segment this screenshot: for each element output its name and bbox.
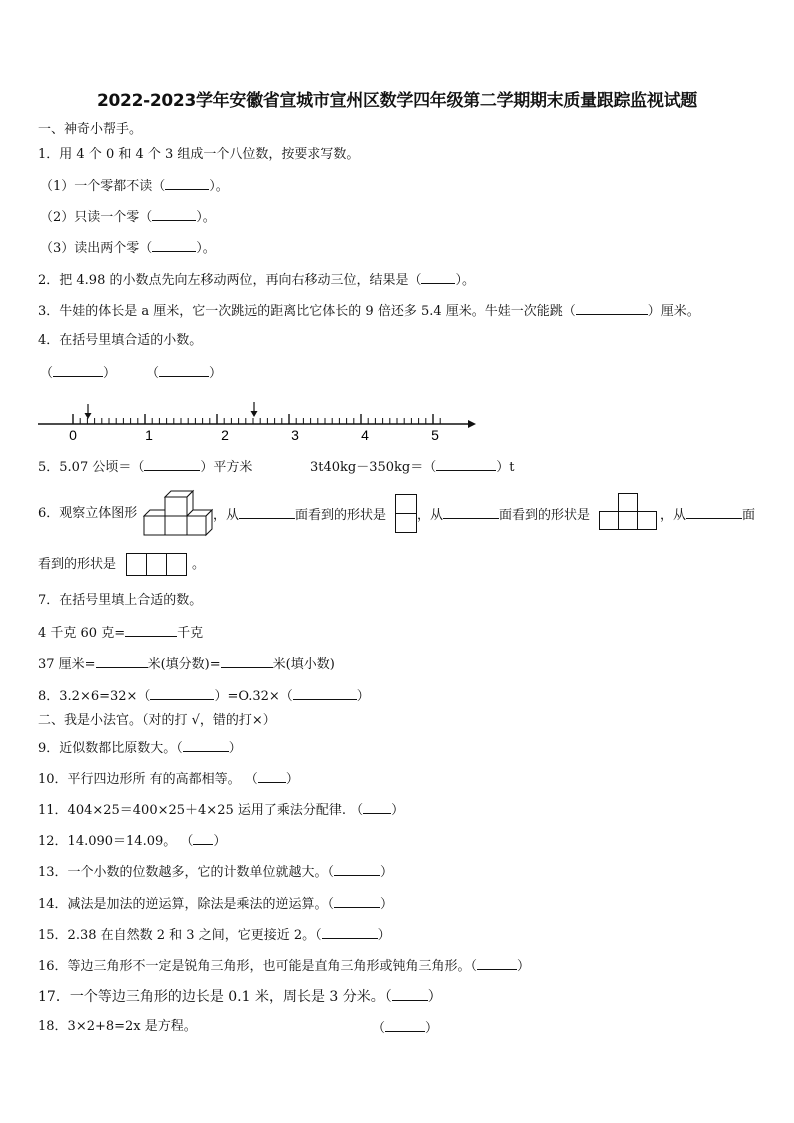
question-14-text: 14．减法是加法的逆运算，除法是乘法的逆运算。（: [38, 897, 335, 912]
question-12-text: 12．14.090＝14.09。 （: [38, 834, 194, 849]
answer-blank[interactable]: [150, 686, 214, 700]
question-14-end: ）: [380, 897, 394, 912]
answer-blank[interactable]: [125, 623, 177, 637]
question-5b-text: 3t40kg－350kg＝（: [310, 460, 437, 475]
page-title: 2022-2023学年安徽省宣城市宣州区数学四年级第二学期期末质量跟踪监视试题: [97, 91, 697, 111]
question-18-blank: [372, 1018, 438, 1038]
number-line: [38, 396, 478, 446]
paren-close: ）: [209, 366, 223, 381]
question-5a: [38, 457, 252, 477]
answer-blank[interactable]: [193, 831, 213, 845]
question-11-end: ）: [391, 803, 405, 818]
question-16-text: 16．等边三角形不一定是锐角三角形，也可能是直角三角形或钝角三角形。（: [38, 959, 478, 974]
answer-blank[interactable]: [392, 987, 428, 1001]
section-heading-1: 一、神奇小帮手。: [38, 122, 143, 137]
solid-figure-image: [143, 489, 213, 537]
paren-open: （: [146, 366, 160, 381]
question-1b-end: ）。: [196, 210, 216, 225]
question-1c-end: ）。: [196, 241, 216, 256]
question-10-end: ）: [285, 772, 299, 787]
arrow-marker-2: [251, 402, 258, 417]
question-17: [38, 987, 442, 1006]
question-6-end: 。: [192, 557, 206, 572]
q6-from-text: ，从: [213, 508, 240, 523]
question-8-mid: ）=O.32×（: [214, 689, 293, 704]
question-1b: [40, 207, 216, 227]
answer-blank[interactable]: [221, 654, 273, 668]
question-5b: [310, 457, 514, 477]
question-3-text: 3．牛娃的体长是 a 厘米，它一次跳远的距离比它体长的 9 倍还多 5.4 厘米。牛娃一次能跳（: [38, 304, 576, 319]
number-line-ticks: [73, 414, 440, 424]
answer-blank[interactable]: [152, 238, 196, 252]
view-shape-t-figure: [599, 493, 657, 531]
question-17-text: 17．一个等边三角形的边长是 0.1 米，周长是 3 分米。（: [38, 989, 392, 1005]
question-1a-end: ）。: [209, 179, 229, 194]
paren-open: （: [372, 1021, 386, 1036]
answer-blank[interactable]: [477, 956, 517, 970]
question-3: [38, 301, 700, 321]
tick-label: 2: [221, 427, 229, 443]
answer-blank[interactable]: [159, 363, 209, 377]
question-18: 18．3×2+8=2x 是方程。: [38, 1019, 197, 1034]
question-8-end: ）: [356, 689, 370, 704]
question-9-end: ）: [228, 741, 242, 756]
question-7b-mid: 米(填分数)=: [147, 657, 221, 672]
tick-label: 4: [361, 427, 369, 443]
answer-blank[interactable]: [686, 505, 742, 519]
question-4-blank-1: [40, 363, 116, 383]
answer-blank[interactable]: [96, 654, 148, 668]
answer-blank[interactable]: [258, 769, 286, 783]
question-9: [38, 738, 242, 758]
answer-blank[interactable]: [152, 207, 196, 221]
question-13-end: ）: [380, 865, 394, 880]
question-11-text: 11．404×25＝400×25＋4×25 运用了乘法分配律. （: [38, 803, 364, 818]
answer-blank[interactable]: [443, 505, 499, 519]
question-7a: [38, 623, 203, 643]
question-16-end: ）: [517, 959, 531, 974]
answer-blank[interactable]: [239, 505, 295, 519]
view-shape-vertical-two: [395, 494, 417, 534]
answer-blank[interactable]: [183, 738, 229, 752]
question-1c-text: （3）读出两个零（: [40, 241, 153, 256]
question-10: [38, 769, 299, 789]
question-1c: [40, 238, 216, 258]
question-7a-end: 千克: [177, 626, 204, 641]
section-heading-2: 二、我是小法官。（对的打 √，错的打×）: [38, 713, 276, 728]
q6-from-text: ，从: [660, 508, 687, 523]
answer-blank[interactable]: [421, 270, 455, 284]
question-5a-text: 5．5.07 公顷＝（: [38, 460, 145, 475]
question-4: 4．在括号里填合适的小数。: [38, 333, 203, 348]
question-1: 1．用 4 个 0 和 4 个 3 组成一个八位数，按要求写数。: [38, 147, 360, 162]
answer-blank[interactable]: [322, 925, 378, 939]
q6-see-text: 面看到的形状是: [499, 508, 591, 523]
question-5a-end: ）平方米: [200, 460, 253, 475]
question-8-text: 8．3.2×6=32×（: [38, 689, 151, 704]
arrow-marker-1: [85, 404, 92, 419]
answer-blank[interactable]: [334, 894, 380, 908]
question-3-end: ）厘米。: [647, 304, 700, 319]
q6-from-text: ，从: [417, 508, 444, 523]
tick-label: 3: [291, 427, 299, 443]
question-7b-text: 37 厘米=: [38, 657, 96, 672]
answer-blank[interactable]: [436, 457, 496, 471]
question-6-part-2: [417, 505, 590, 525]
question-15: [38, 925, 391, 945]
question-1a-text: （1）一个零都不读（: [40, 179, 166, 194]
question-6-line-2: 看到的形状是: [38, 557, 117, 572]
question-7a-text: 4 千克 60 克=: [38, 626, 126, 641]
answer-blank[interactable]: [363, 800, 391, 814]
number-line-arrowhead: [468, 420, 476, 428]
question-4-blank-2: [146, 363, 222, 383]
tick-label: 0: [69, 427, 77, 443]
paren-close: ）: [103, 366, 117, 381]
answer-blank[interactable]: [576, 301, 648, 315]
question-5b-end: ）t: [496, 460, 515, 475]
question-16: [38, 956, 530, 976]
view-shape-horizontal-three: [126, 553, 188, 577]
answer-blank[interactable]: [334, 862, 380, 876]
question-2-end: ）。: [455, 273, 475, 288]
tick-label: 5: [431, 427, 439, 443]
question-7b: [38, 654, 335, 674]
question-13: [38, 862, 393, 882]
question-6-text: 6．观察立体图形: [38, 506, 138, 521]
paren-close: ）: [425, 1021, 439, 1036]
question-1b-text: （2）只读一个零（: [40, 210, 153, 225]
answer-blank[interactable]: [53, 363, 103, 377]
question-2-text: 2．把 4.98 的小数点先向左移动两位，再向右移动三位，结果是（: [38, 273, 422, 288]
answer-blank[interactable]: [144, 457, 200, 471]
q6-face-text: 面: [742, 508, 756, 523]
question-17-end: ）: [427, 989, 442, 1005]
question-13-text: 13．一个小数的位数越多，它的计数单位就越大。（: [38, 865, 335, 880]
question-15-end: ）: [377, 928, 391, 943]
tick-label: 1: [145, 427, 153, 443]
answer-blank[interactable]: [293, 686, 357, 700]
question-1a: [40, 176, 229, 196]
question-8: [38, 686, 370, 706]
question-7: 7．在括号里填上合适的数。: [38, 593, 203, 608]
question-15-text: 15．2.38 在自然数 2 和 3 之间，它更接近 2。（: [38, 928, 322, 943]
question-12-end: ）: [213, 834, 227, 849]
question-14: [38, 894, 393, 914]
answer-blank[interactable]: [385, 1018, 425, 1032]
paren-open: （: [40, 366, 54, 381]
question-6-part-3: [660, 505, 755, 525]
question-2: [38, 270, 475, 290]
question-7b-end: 米(填小数): [272, 657, 335, 672]
question-9-text: 9．近似数都比原数大。（: [38, 741, 183, 756]
question-6-part-1: [213, 505, 386, 525]
answer-blank[interactable]: [165, 176, 209, 190]
q6-see-text: 面看到的形状是: [295, 508, 387, 523]
number-line-labels: [69, 427, 439, 443]
question-10-text: 10．平行四边形所 有的高都相等。 （: [38, 772, 258, 787]
question-12: [38, 831, 226, 851]
question-11: [38, 800, 404, 820]
